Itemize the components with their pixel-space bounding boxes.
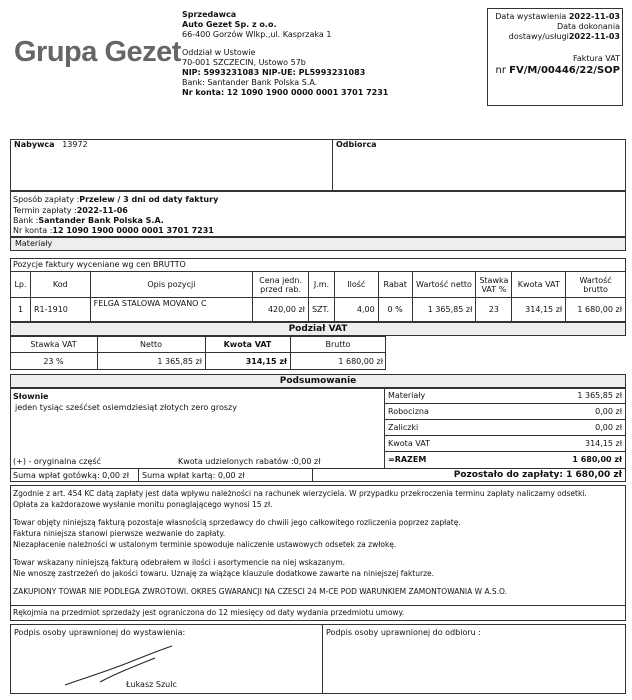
- header-unit-price: Cena jedn. przed rab.: [253, 272, 309, 298]
- materials-bar: [10, 237, 626, 251]
- note-7: Nie wnoszę zastrzeżeń do jakości towaru. Uznaję za wiążące klauzule dodatkowe zawarte na niniejszej fakturze.: [13, 569, 434, 578]
- summary-materials-value: 1 365,85 zł: [577, 391, 622, 400]
- vat-split-header-rate: Stawka VAT: [30, 340, 77, 349]
- seller-bank: Bank: Santander Bank Polska S.A.: [182, 78, 318, 87]
- seller-block: [182, 10, 388, 98]
- buyer-recipient-box: [10, 139, 626, 191]
- issue-date-label: Data wystawienia: [495, 12, 567, 21]
- summary-advances-value: 0,00 zł: [595, 423, 622, 432]
- summary-vat-value: 314,15 zł: [584, 439, 622, 448]
- vat-split-rate: 23 %: [43, 357, 64, 366]
- summary-row-line-4: [384, 451, 626, 452]
- summary-advances-label: Zaliczki: [388, 423, 419, 432]
- buyer-row: [14, 140, 88, 150]
- buyer-label: Nabywca: [14, 140, 55, 149]
- header-lp: Lp.: [11, 272, 31, 298]
- materials-label: Materiały: [15, 239, 53, 248]
- item-lp: 1: [11, 298, 31, 322]
- invoice-number: FV/M/00446/22/SOP: [509, 65, 620, 76]
- summary-total-label: =RAZEM: [388, 455, 427, 464]
- payment-due: 2022-11-06: [76, 206, 128, 215]
- issuer-name: Łukasz Szulc: [126, 680, 177, 689]
- payment-account-label: Nr konta :: [13, 226, 53, 235]
- issuer-signature-label: Podpis osoby uprawnionej do wystawienia:: [14, 628, 186, 637]
- payment-method-row: [13, 195, 218, 205]
- header-unit: J.m.: [308, 272, 334, 298]
- payment-bank-label: Bank :: [13, 216, 39, 225]
- terms-notes: [13, 488, 587, 597]
- header-discount: Rabat: [378, 272, 412, 298]
- header-vat-amount: Kwota VAT: [512, 272, 566, 298]
- vat-split-vat: 314,15 zł: [245, 357, 287, 366]
- vat-split-net: 1 365,85 zł: [157, 357, 202, 366]
- summary-labour-value: 0,00 zł: [595, 407, 622, 416]
- item-quantity: 4,00: [334, 298, 378, 322]
- seller-heading: Sprzedawca: [182, 10, 237, 19]
- vat-split-header-net: Netto: [139, 340, 163, 349]
- delivery-date: 2022-11-03: [568, 32, 620, 41]
- payments-line: [10, 468, 626, 469]
- table-row: [11, 298, 626, 322]
- seller-branch-address: 70-001 SZCZECIN, Ustowo 57b: [182, 58, 306, 67]
- vat-split-gross: 1 680,00 zł: [338, 357, 383, 366]
- payments-col1: [138, 468, 139, 482]
- payment-due-row: [13, 206, 128, 216]
- issue-date: 2022-11-03: [568, 12, 620, 21]
- discount-total: Kwota udzielonych rabatów :0,00 zł: [178, 457, 321, 466]
- delivery-date-label-2: dostawy/usługi: [508, 32, 569, 41]
- note-5: Niezapłacenie należności w ustalonym terminie spowoduje naliczenie ustawowych odsetek za zwłokę.: [13, 540, 397, 549]
- note-warranty: Rękojmia na przedmiot sprzedaży jest ograniczona do 12 miesięcy od daty wydania przedmiotu umowy.: [13, 608, 405, 617]
- item-description: FELGA STALOWA MOVANO C: [90, 298, 253, 322]
- header-vat-rate: Stawka VAT %: [476, 272, 512, 298]
- header-quantity: Ilość: [334, 272, 378, 298]
- header-code: Kod: [30, 272, 90, 298]
- remaining-to-pay: Pozostało do zapłaty: 1 680,00 zł: [453, 470, 622, 480]
- item-unit-price: 420,00 zł: [253, 298, 309, 322]
- note-1: Zgodnie z art. 454 KC datą zapłaty jest data wpływu należności na rachunek wierzyciela. W przypadku przekroczenia terminu zapłaty naliczamy odsetki.: [13, 489, 587, 498]
- summary-materials-label: Materiały: [388, 391, 426, 400]
- item-unit: SZT.: [308, 298, 334, 322]
- vat-split-header-vat: Kwota VAT: [223, 340, 272, 349]
- recipient-label: Odbiorca: [336, 140, 377, 149]
- card-paid: Suma wpłat kartą: 0,00 zł: [142, 471, 245, 480]
- payment-bank: Santander Bank Polska S.A.: [38, 216, 164, 225]
- signature-divider: [322, 624, 323, 694]
- note-6: Towar wskazany niniejszą fakturą odebrałem w ilości i asortymencie na niej wskazanym.: [13, 558, 346, 567]
- payments-col2: [312, 468, 313, 482]
- item-vat-rate: 23: [476, 298, 512, 322]
- item-code: R1-1910: [30, 298, 90, 322]
- buyer-code: 13972: [62, 140, 88, 149]
- words-label: Słownie: [13, 392, 49, 401]
- payment-account-row: [13, 226, 214, 236]
- item-vat-amount: 314,15 zł: [512, 298, 566, 322]
- summary-title: Podsumowanie: [279, 376, 357, 386]
- seller-name: Auto Gezet Sp. z o.o.: [182, 20, 277, 29]
- vat-split-header-gross: Brutto: [325, 340, 351, 349]
- note-2: Opłata za każdorazowe wysłanie monitu ponaglającego wynosi 15 zł.: [13, 500, 273, 509]
- delivery-date-label-1: Data dokonania: [556, 22, 620, 31]
- seller-address: 66-400 Gorzów Wlkp.,ul. Kasprzaka 1: [182, 30, 332, 39]
- items-table: [10, 271, 626, 322]
- item-gross-value: 1 680,00 zł: [566, 298, 626, 322]
- header-gross-value: Wartość brutto: [566, 272, 626, 298]
- summary-row-line-1: [384, 403, 626, 404]
- items-header-row: [11, 272, 626, 298]
- summary-total-value: 1 680,00 zł: [572, 455, 622, 464]
- seller-branch: Oddział w Ustowie: [182, 48, 256, 57]
- words-value: jeden tysiąc sześćset osiemdziesiąt złotych zero groszy: [15, 403, 237, 412]
- payment-method-label: Sposób zapłaty :: [13, 195, 80, 204]
- note-8: ZAKUPIONY TOWAR NIE PODLEGA ZWROTOWI. OKRES GWARANCJI NA CZESCI 24 M-CE POD WARUNKIEM ZAMONTOWANIA W A.S.O.: [13, 587, 507, 596]
- summary-row-line-2: [384, 419, 626, 420]
- invoice-number-label: nr: [495, 65, 506, 76]
- document-type: Faktura VAT: [572, 54, 620, 63]
- note-4: Faktura niniejsza stanowi pierwsze wezwanie do zapłaty.: [13, 529, 226, 538]
- payment-method: Przelew / 3 dni od daty faktury: [79, 195, 219, 204]
- receiver-signature-label: Podpis osoby uprawnionej do odbioru :: [326, 628, 481, 637]
- summary-row-line-3: [384, 435, 626, 436]
- invoice-meta: [490, 12, 620, 77]
- vat-split-divider: [10, 352, 386, 353]
- item-discount: 0 %: [378, 298, 412, 322]
- seller-account: Nr konta: 12 1090 1900 0000 0001 3701 7231: [182, 88, 389, 97]
- item-net-value: 1 365,85 zł: [412, 298, 476, 322]
- header-net-value: Wartość netto: [412, 272, 476, 298]
- vat-split-title: Podział VAT: [288, 324, 348, 334]
- note-3: Towar objęty niniejszą fakturą pozostaje własnością sprzedawcy do chwili jego całkowitego rozliczenia poprzez zapłatę.: [13, 518, 461, 527]
- cash-paid: Suma wpłat gotówką: 0,00 zł: [13, 471, 130, 480]
- buyer-divider: [332, 139, 333, 191]
- payment-bank-row: [13, 216, 164, 226]
- header-description: Opis pozycji: [90, 272, 253, 298]
- payment-account: 12 1090 1900 0000 0001 3701 7231: [52, 226, 214, 235]
- notes-divider: [10, 605, 626, 606]
- items-caption: Pozycje faktury wyceniane wg cen BRUTTO: [13, 260, 186, 269]
- summary-labour-label: Robocizna: [388, 407, 429, 416]
- payment-due-label: Termin zapłaty :: [13, 206, 77, 215]
- summary-divider: [384, 388, 385, 468]
- seller-nip: NIP: 5993231083 NIP-UE: PL5993231083: [182, 68, 366, 77]
- summary-vat-label: Kwota VAT: [388, 439, 430, 448]
- original-part-note: (+) - oryginalna część: [13, 457, 101, 466]
- company-logo: Grupa Gezet: [14, 36, 181, 68]
